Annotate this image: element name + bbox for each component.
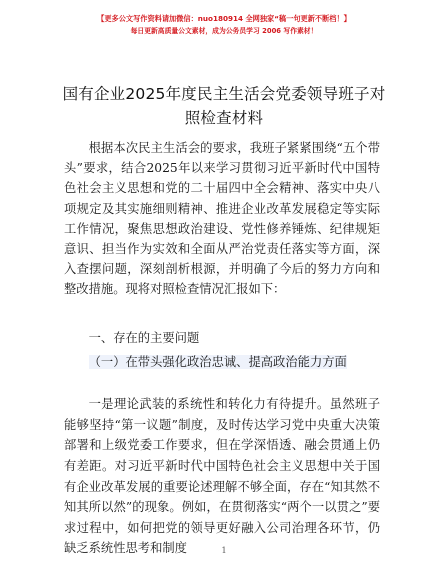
banner-line-2: 每日更新高质量公文素材，成为公务员学习 2006 写作素材！: [130, 27, 318, 35]
intro-text: 根据本次民主生活会的要求，我班子紧紧围绕“五个带头”要求，结合2025年以来学习贯彻习近平新时代中国特色社会主义思想和党的二十届四中全会精神、落实中央八项规定及其实施细则精神、推进企业改革发展稳定等实际工作情况，聚焦思想政治建设、党性修养锤炼、纪律规矩意识、担当作为实效和全面从严治党责任落实等方面，深入查摆问题，深刻剖析根源，并明确了今后的努力方向和整改措施。现将对照检查情况汇报如下：: [64, 141, 380, 297]
page-number: 1: [221, 546, 227, 555]
document-title: 国有企业2025年度民主生活会党委领导班子对照检查材料: [62, 85, 386, 127]
banner-line-1: 【更多公文写作资料请加微信：nuo180914 全网独家“稿一句更新不断档！】: [97, 14, 351, 23]
subsection-heading: [64, 352, 380, 372]
intro-paragraph: [64, 138, 380, 300]
section-heading: 一、存在的主要问题: [88, 331, 200, 345]
body-paragraph-text: 一是理论武装的系统性和转化力有待提升。虽然班子能够坚持“第一议题”制度，及时传达学习党中央重大决策部署和上级党委工作要求，但在学深悟透、融会贯通上仍有差距。对习近平新时代中国特色社会主义思想中关于国有企业改革发展的重要论述理解不够全面，存在“知其然不知其所以然”的现象。例如，在贯彻落实“两个一以贯之”要求过程中，如何把党的领导更好融入公司治理各环节，仍缺乏系统性思考和制度: [64, 397, 380, 556]
header-banner: [0, 14, 448, 36]
subsection-heading-text: （一）在带头强化政治忠诚、提高政治能力方面: [88, 355, 347, 369]
body-paragraph: [64, 382, 380, 571]
